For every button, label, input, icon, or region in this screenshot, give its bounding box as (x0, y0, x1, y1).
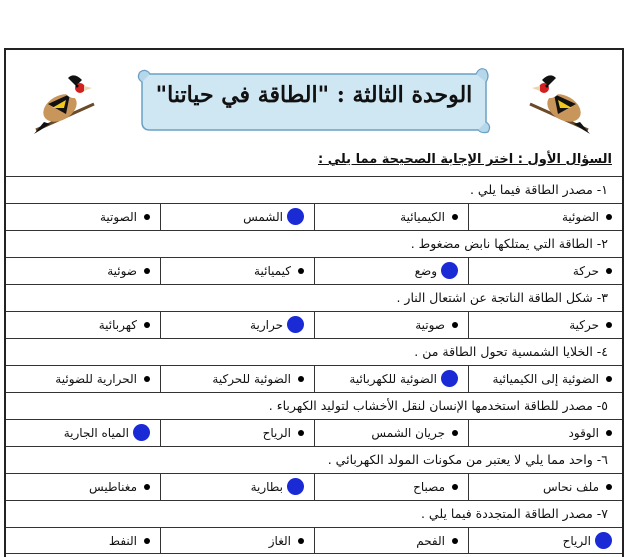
answer-option[interactable] (6, 420, 160, 446)
answer-option-label: جريان الشمس (371, 426, 445, 440)
question-text: ٦- واحد مما يلي لا يعتبر من مكونات المولد الكهربائي . (6, 446, 622, 473)
bullet-icon (144, 268, 150, 274)
answer-option-label: الكيميائية (400, 210, 445, 224)
answer-option[interactable] (468, 420, 622, 446)
bullet-icon (452, 430, 458, 436)
answer-option[interactable] (6, 258, 160, 284)
selected-answer-circle-icon (287, 316, 304, 333)
answer-option-label: وضع (414, 264, 437, 278)
answer-option-label: الشمس (243, 210, 283, 224)
answer-option[interactable] (160, 312, 314, 338)
bullet-icon (144, 376, 150, 382)
answer-option-label: بطارية (250, 480, 283, 494)
bullet-icon (144, 538, 150, 544)
bullet-icon (606, 430, 612, 436)
bullet-icon (452, 538, 458, 544)
answer-option[interactable] (468, 312, 622, 338)
answer-option-label: الرياح (262, 426, 291, 440)
bullet-icon (144, 322, 150, 328)
answer-option-label: الفحم (416, 534, 445, 548)
bullet-icon (452, 214, 458, 220)
answer-option[interactable] (160, 258, 314, 284)
answer-option[interactable] (160, 204, 314, 230)
options-row (6, 473, 622, 500)
bullet-icon (298, 376, 304, 382)
answer-option-label: الضوئية للحركية (212, 372, 291, 386)
bullet-icon (298, 538, 304, 544)
answer-option[interactable] (314, 366, 468, 392)
question-text: ٤- الخلايا الشمسية تحول الطاقة من . (6, 338, 622, 365)
bullet-icon (606, 268, 612, 274)
answer-option[interactable] (314, 204, 468, 230)
answer-option-label: حركة (572, 264, 599, 278)
question-text: ١- مصدر الطاقة فيما يلي . (6, 176, 622, 203)
answer-option-label: كيميائية (254, 264, 291, 278)
answer-option-label: صوتية (415, 318, 445, 332)
answer-option[interactable] (468, 474, 622, 500)
answer-option[interactable] (314, 258, 468, 284)
options-row (6, 203, 622, 230)
unit-title: الوحدة الثالثة : "الطاقة في حياتنا" (155, 82, 473, 108)
answer-option-label: الوقود (568, 426, 599, 440)
answer-option-label: الصوتية (100, 210, 137, 224)
answer-option[interactable] (6, 474, 160, 500)
answer-option-label: مصباح (413, 480, 445, 494)
answer-option-label: حرارية (250, 318, 283, 332)
selected-answer-circle-icon (595, 532, 612, 549)
bullet-icon (144, 484, 150, 490)
answer-option-label: الضوئية للكهربائية (349, 372, 437, 386)
bullet-icon (144, 214, 150, 220)
answer-option[interactable] (160, 420, 314, 446)
worksheet-header (6, 50, 622, 148)
answer-option[interactable] (468, 258, 622, 284)
answer-option[interactable] (314, 474, 468, 500)
answer-option[interactable] (314, 420, 468, 446)
answer-option[interactable] (314, 312, 468, 338)
answer-option-label: الضوئية إلى الكيميائية (492, 372, 599, 386)
selected-answer-circle-icon (287, 478, 304, 495)
answer-option[interactable] (6, 312, 160, 338)
answer-option[interactable] (6, 528, 160, 554)
answer-option-label: ملف نحاس (542, 480, 599, 494)
options-row (6, 311, 622, 338)
bullet-icon (606, 214, 612, 220)
bullet-icon (298, 430, 304, 436)
answer-option-label: كهربائية (98, 318, 137, 332)
answer-option[interactable] (6, 366, 160, 392)
bullet-icon (606, 376, 612, 382)
bullet-icon (606, 484, 612, 490)
bullet-icon (452, 322, 458, 328)
answer-option-label: الحرارية للضوئية (55, 372, 137, 386)
questions-grid (6, 176, 622, 554)
answer-option-label: ضوئية (107, 264, 137, 278)
answer-option[interactable] (6, 204, 160, 230)
answer-option-label: مغناطيس (89, 480, 137, 494)
bullet-icon (298, 268, 304, 274)
answer-option[interactable] (468, 366, 622, 392)
answer-option[interactable] (160, 474, 314, 500)
answer-option[interactable] (314, 528, 468, 554)
title-scroll-banner (136, 64, 492, 134)
goldfinch-bird-illustration (30, 64, 100, 138)
question-text: ٥- مصدر للطاقة استخدمها الإنسان لنقل الأخشاب لتوليد الكهرباء . (6, 392, 622, 419)
answer-option-label: النفط (108, 534, 137, 548)
selected-answer-circle-icon (287, 208, 304, 225)
selected-answer-circle-icon (441, 370, 458, 387)
answer-option[interactable] (468, 528, 622, 554)
answer-option[interactable] (160, 366, 314, 392)
bullet-icon (606, 322, 612, 328)
bullet-icon (452, 484, 458, 490)
answer-option[interactable] (468, 204, 622, 230)
answer-option-label: المياه الجارية (63, 426, 129, 440)
options-row (6, 257, 622, 284)
question-text: ٧- مصدر الطاقة المتجددة فيما يلي . (6, 500, 622, 527)
answer-option-label: الضوئية (562, 210, 599, 224)
answer-option-label: الرياح (562, 534, 591, 548)
options-row (6, 527, 622, 554)
question-text: ٢- الطاقة التي يمتلكها نابض مضغوط . (6, 230, 622, 257)
selected-answer-circle-icon (441, 262, 458, 279)
answer-option-label: حركية (569, 318, 599, 332)
selected-answer-circle-icon (133, 424, 150, 441)
question-text: ٣- شكل الطاقة الناتجة عن اشتعال النار . (6, 284, 622, 311)
options-row (6, 419, 622, 446)
options-row (6, 365, 622, 392)
answer-option[interactable] (160, 528, 314, 554)
answer-option-label: الغاز (268, 534, 291, 548)
section-heading: السؤال الأول : اختر الإجابة الصحيحة مما يلي : (318, 152, 612, 167)
goldfinch-bird-illustration (524, 64, 594, 138)
